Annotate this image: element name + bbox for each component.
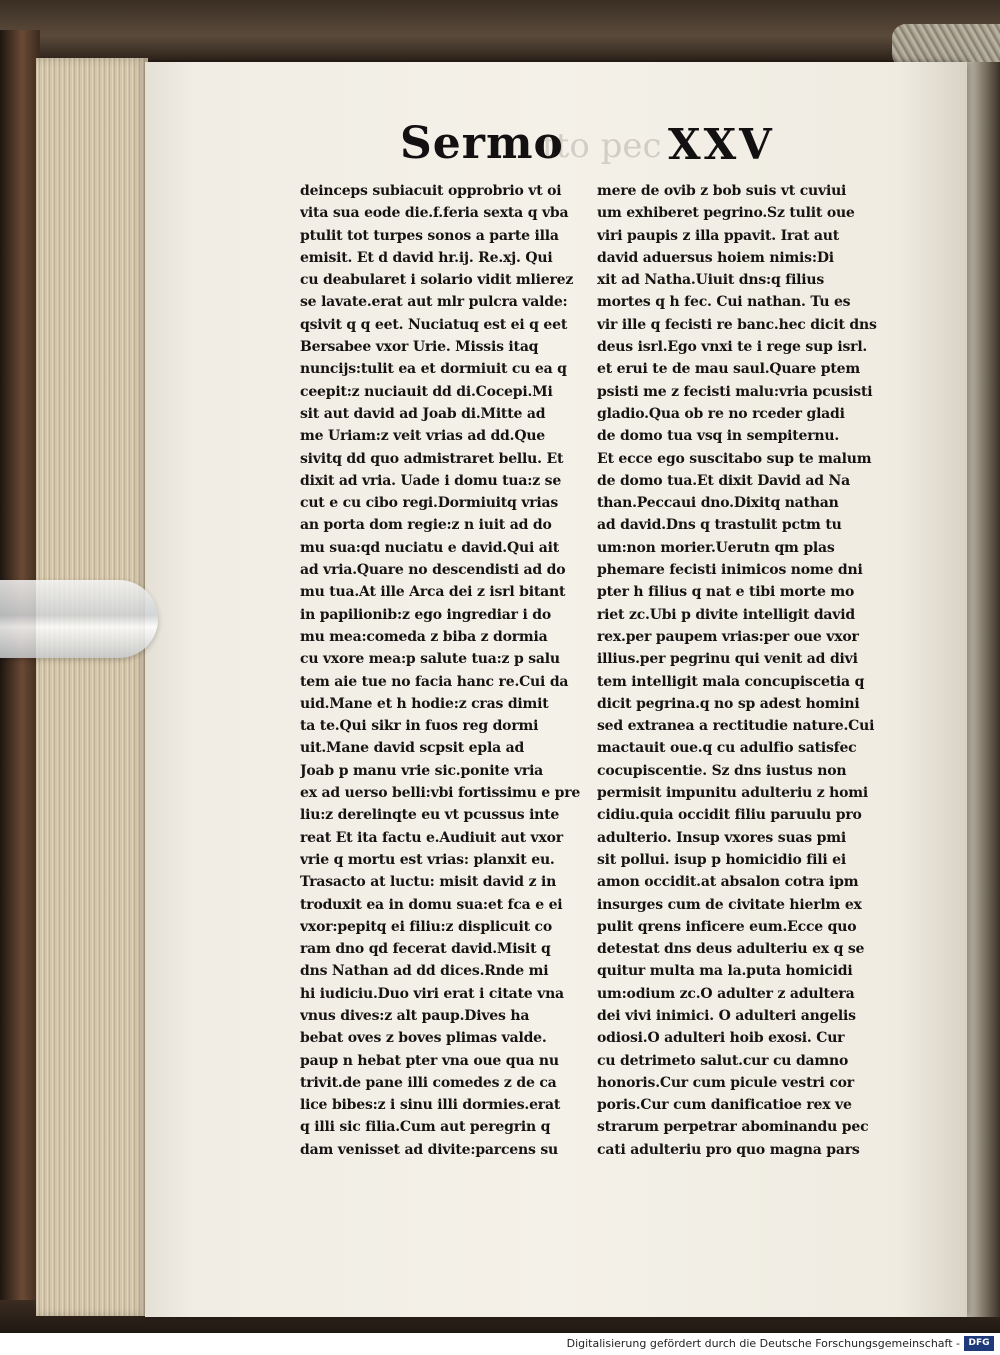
book-cover-top [0, 0, 1000, 60]
right-column-line: poris.Cur cum danificatioe rex ve [597, 1097, 852, 1114]
right-column-line: cidiu.quia occidit filiu paruulu pro [597, 807, 862, 824]
header-title: Sermo [400, 118, 564, 169]
right-column-line: strarum perpetrar abominandu pec [597, 1119, 869, 1136]
right-column-line: rex.per paupem vrias:per oue vxor [597, 628, 859, 645]
left-column-line: in papilionib:z ego ingrediar i do [300, 606, 552, 623]
left-column-line: vxor:pepitq ei filiu:z displicuit co [300, 918, 552, 935]
left-column-line: ptulit tot turpes sonos a parte illa [300, 227, 559, 244]
right-column-line: um:non morier.Uerutn qm plas [597, 539, 835, 556]
left-column-line: uit.Mane david scpsit epla ad [300, 740, 525, 757]
text-column-right [597, 180, 903, 1161]
left-column-line: vita sua eode die.f.feria sexta q vba [300, 205, 569, 222]
footer-bar [0, 1333, 1000, 1355]
left-column-line: liu:z derelinqte eu vt pcussus inte [300, 807, 560, 824]
right-column-line: vir ille q fecisti re banc.hec dicit dns [597, 316, 877, 333]
right-column-line: um:odium zc.O adulter z adultera [597, 985, 855, 1002]
right-column-line: sit pollui. isup p homicidio fili ei [597, 851, 846, 868]
right-column-line: pter h filius q nat e tibi morte mo [597, 584, 855, 601]
right-column-line: psisti me z fecisti malu:vria pcusisti [597, 383, 873, 400]
text-column-left [300, 180, 590, 1161]
right-column-line: sed extranea a rectitudie nature.Cui [597, 718, 875, 735]
page-right-edge [967, 62, 1000, 1317]
right-column-line: odiosi.O adulteri hoib exosi. Cur [597, 1030, 845, 1047]
left-column-line: troduxit ea in domu sua:et fca e ei [300, 896, 563, 913]
left-column-line: mu tua.At ille Arca dei z isrl bitant [300, 584, 566, 601]
right-column-line: cocupiscentie. Sz dns iustus non [597, 762, 847, 779]
right-column-line: gladio.Qua ob re no rceder gladi [597, 405, 845, 422]
left-column-line: vnus dives:z alt paup.Dives ha [300, 1007, 530, 1024]
right-column-line: than.Peccaui dno.Dixitq nathan [597, 495, 839, 512]
right-column-line: xit ad Natha.Uiuit dns:q filius [597, 272, 825, 289]
right-column-line: viri paupis z illa ppavit. Irat aut [597, 227, 840, 244]
right-column-line: dei vivi inimici. O adulteri angelis [597, 1007, 856, 1024]
right-column-line: riet zc.Ubi p divite intelligit david [597, 606, 855, 623]
left-column-line: cu deabularet i solario vidit mlierez [300, 272, 574, 289]
left-column-line: emisit. Et d david hr.ij. Re.xj. Qui [300, 249, 553, 266]
left-column-line: cu vxore mea:p salute tua:z p salu [300, 651, 560, 668]
right-column-line: quitur multa ma la.puta homicidi [597, 963, 853, 980]
left-column-line: tem aie tue no facia hanc re.Cui da [300, 673, 569, 690]
left-column-line: dns Nathan ad dd dices.Rnde mi [300, 963, 549, 980]
right-column-line: et erui te de mau saul.Quare ptem [597, 361, 860, 378]
right-column-line: david aduersus hoiem nimis:Di [597, 249, 834, 266]
right-column-line: ad david.Dns q trastulit pctm tu [597, 517, 842, 534]
right-column-line: amon occidit.at absalon cotra ipm [597, 874, 859, 891]
right-column-line: permisit impunitu adulteriu z homi [597, 785, 869, 802]
right-column-line: illius.per pegrinu qui venit ad divi [597, 651, 858, 668]
left-column-line: uid.Mane et h hodie:z cras dimit [300, 695, 549, 712]
right-column-line: honoris.Cur cum picule vestri cor [597, 1074, 854, 1091]
right-column-line: deus isrl.Ego vnxi te i rege sup isrl. [597, 339, 868, 356]
page-stack-edges [36, 58, 148, 1316]
left-column-line: ad vria.Quare no descendisti ad do [300, 562, 566, 579]
footer-credit: Digitalisierung gefördert durch die Deutsche Forschungsgemeinschaft - [566, 1337, 960, 1350]
running-header [400, 118, 780, 178]
left-column-line: paup n hebat pter vna oue qua nu [300, 1052, 559, 1069]
right-column-line: mactauit oue.q cu adulfio satisfec [597, 740, 857, 757]
right-column-line: de domo tua vsq in sempiternu. [597, 428, 840, 445]
left-column-line: ex ad uerso belli:vbi fortissimu e pre [300, 785, 581, 802]
left-column-line: deinceps subiacuit opprobrio vt oi [300, 183, 562, 199]
left-column-line: dam venisset ad divite:parcens su [300, 1141, 558, 1158]
left-column-line: Joab p manu vrie sic.ponite vria [300, 762, 544, 779]
left-column-line: nuncijs:tulit ea et dormiuit cu ea q [300, 361, 567, 378]
left-column-line: q illi sic filia.Cum aut peregrin q [300, 1119, 551, 1136]
right-column-line: dicit pegrina.q no sp adest homini [597, 695, 860, 712]
dfg-logo-icon: DFG [964, 1336, 994, 1351]
right-column-line: um exhiberet pegrino.Sz tulit oue [597, 205, 855, 222]
left-column-line: se lavate.erat aut mlr pulcra valde: [300, 294, 568, 311]
left-column-line: me Uriam:z veit vrias ad dd.Que [300, 428, 546, 445]
left-column-line: sivitq dd quo admistraret bellu. Et [300, 450, 564, 467]
left-column-line: hi iudiciu.Duo viri erat i citate vna [300, 985, 564, 1002]
left-column-line: mu mea:comeda z biba z dormia [300, 628, 548, 645]
left-column-line: mu sua:qd nuciatu e david.Qui ait [300, 539, 559, 556]
left-column-line: lice bibes:z i sinu illi dormies.erat [300, 1097, 561, 1114]
left-column-line: reat Et ita factu e.Audiuit aut vxor [300, 829, 563, 846]
left-column-line: trivit.de pane illi comedes z de ca [300, 1074, 557, 1091]
page-clip-icon [0, 580, 158, 658]
right-column-line: insurges cum de civitate hierlm ex [597, 896, 862, 913]
right-column-line: pulit qrens inficere eum.Ecce quo [597, 918, 857, 935]
left-column-line: Bersabee vxor Urie. Missis itaq [300, 339, 539, 356]
left-column-line: dixit ad vria. Uade i domu tua:z se [300, 472, 562, 489]
right-column-line: de domo tua.Et dixit David ad Na [597, 472, 850, 489]
header-numeral: XXV [668, 120, 775, 169]
header-show-through: tto pec [542, 126, 662, 166]
right-column-line: cati adulteriu pro quo magna pars [597, 1141, 860, 1158]
right-column-line: phemare fecisti inimicos nome dni [597, 562, 863, 579]
right-column-line: cu detrimeto salut.cur cu damno [597, 1052, 849, 1069]
right-column-line: Et ecce ego suscitabo sup te malum [597, 450, 872, 467]
book-cover-left [0, 30, 40, 1330]
right-column-line: tem intelligit mala concupiscetia q [597, 673, 865, 690]
right-column-line: mere de ovib z bob suis vt cuviui [597, 183, 847, 199]
left-column-line: bebat oves z boves plimas valde. [300, 1030, 547, 1047]
right-column-line: detestat dns deus adulteriu ex q se [597, 941, 865, 958]
right-column-line: mortes q h fec. Cui nathan. Tu es [597, 294, 851, 311]
left-column-line: an porta dom regie:z n iuit ad do [300, 517, 552, 534]
left-column-line: qsivit q q eet. Nuciatuq est ei q eet [300, 316, 568, 333]
left-column-line: ceepit:z nuciauit dd di.Cocepi.Mi [300, 383, 553, 400]
right-column-line: adulterio. Insup vxores suas pmi [597, 829, 846, 846]
left-column-line: vrie q mortu est vrias: planxit eu. [300, 851, 555, 868]
left-column-line: ram dno qd fecerat david.Misit q [300, 941, 551, 958]
left-column-line: sit aut david ad Joab di.Mitte ad [300, 405, 546, 422]
left-column-line: Trasacto at luctu: misit david z in [300, 874, 557, 891]
left-column-line: ta te.Qui sikr in fuos reg dormi [300, 718, 539, 735]
left-column-line: cut e cu cibo regi.Dormiuitq vrias [300, 495, 559, 512]
